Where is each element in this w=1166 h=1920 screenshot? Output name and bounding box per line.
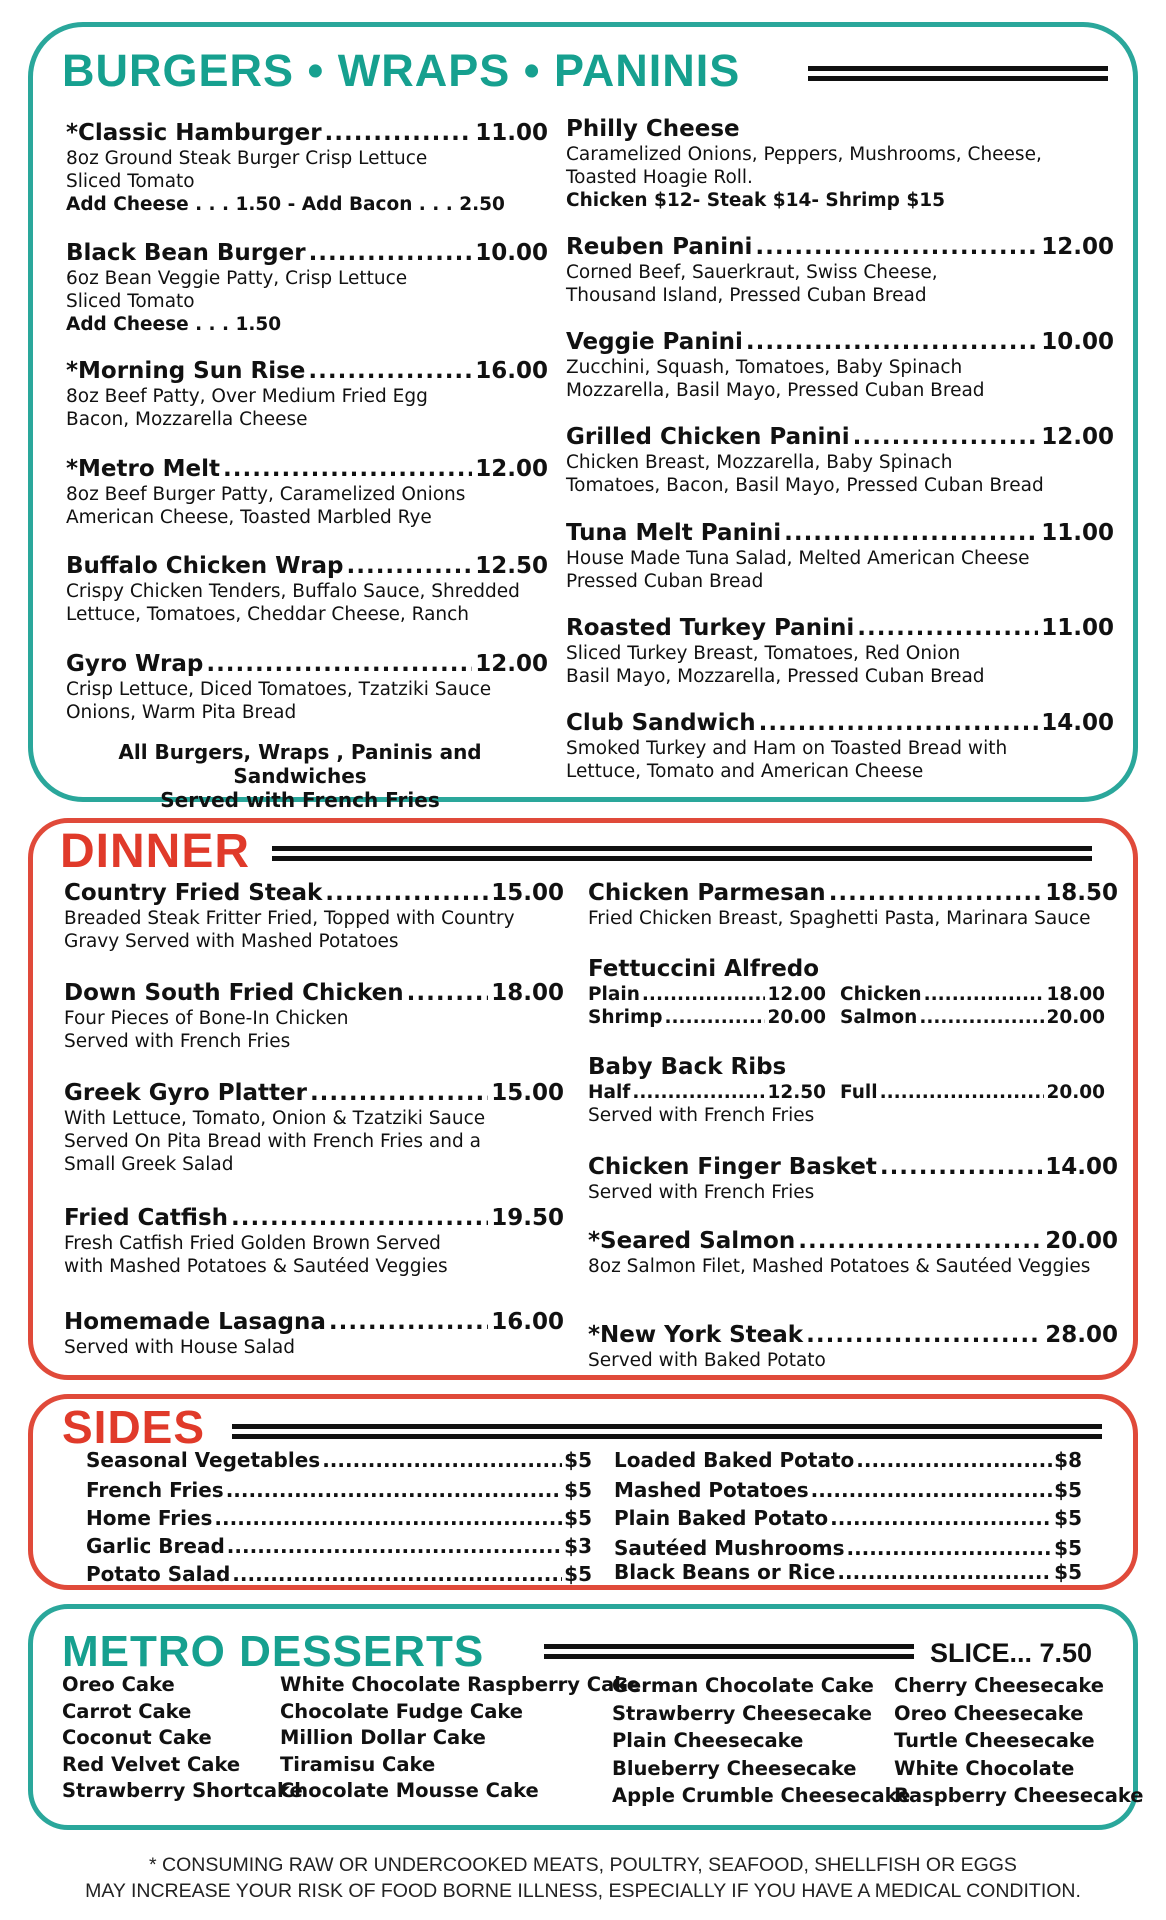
- dot-leader: [746, 329, 1038, 356]
- price-option: [588, 983, 826, 1006]
- menu-item-name: Fettuccini Alfredo: [588, 956, 820, 982]
- menu-item-addon: Add Cheese . . . 1.50: [66, 314, 282, 335]
- menu-item-name: *Morning Sun Rise: [66, 358, 306, 384]
- menu-item-description: Sliced Turkey Breast, Tomatoes, Red Onion: [566, 643, 961, 664]
- disclaimer: [0, 1852, 1166, 1904]
- dot-leader: [830, 1506, 1052, 1530]
- menu-item: [588, 956, 1118, 1029]
- dessert-item: Tiramisu Cake: [280, 1752, 436, 1776]
- menu-item-description: Breaded Steak Fritter Fried, Topped with Country: [64, 908, 515, 929]
- dessert-item: Carrot Cake: [62, 1699, 192, 1723]
- menu-item-price: 14.00: [1045, 1154, 1118, 1180]
- dot-leader: [806, 1322, 1042, 1349]
- menu-item-description: Served with Baked Potato: [588, 1350, 826, 1371]
- dessert-item: Blueberry Cheesecake: [612, 1756, 857, 1780]
- side-item-name: Mashed Potatoes: [614, 1478, 809, 1502]
- menu-item-description: Served with House Salad: [64, 1337, 295, 1358]
- burgers-heading: BURGERS • WRAPS • PANINIS: [62, 45, 741, 96]
- menu-item-title-line: [588, 1228, 1118, 1255]
- menu-item: [64, 1080, 564, 1176]
- menu-item-name: Chicken Parmesan: [588, 880, 826, 906]
- side-item: [614, 1506, 1082, 1530]
- dot-leader: [755, 234, 1038, 261]
- menu-item: [64, 1205, 564, 1278]
- dot-leader: [664, 1006, 765, 1029]
- side-item-price: $5: [564, 1478, 592, 1502]
- menu-item: [588, 1054, 1118, 1127]
- menu-item-title-line: [66, 358, 548, 385]
- dot-leader: [308, 358, 472, 385]
- menu-item-name: Fried Catfish: [64, 1205, 229, 1231]
- menu-item-price: 14.00: [1041, 710, 1114, 736]
- menu-item-price: 12.00: [1041, 234, 1114, 260]
- menu-item-description: Basil Mayo, Mozzarella, Pressed Cuban Bread: [566, 666, 985, 687]
- menu-item-name: *Classic Hamburger: [66, 120, 322, 146]
- menu-item-name: Down South Fried Chicken: [64, 980, 404, 1006]
- menu-item-price: 18.50: [1045, 880, 1118, 906]
- menu-item-title-line: [66, 120, 548, 147]
- menu-item-title-line: [566, 234, 1114, 261]
- burgers-note-line-2: Served with French Fries: [160, 788, 440, 812]
- menu-item-description: Gravy Served with Mashed Potatoes: [64, 931, 399, 952]
- menu-item-description: Mozzarella, Basil Mayo, Pressed Cuban Bread: [566, 380, 985, 401]
- desserts-slice-price: SLICE... 7.50: [930, 1638, 1093, 1668]
- menu-item-title-line: [566, 615, 1114, 642]
- menu-item-name: Gyro Wrap: [66, 651, 204, 677]
- menu-item-description: Crispy Chicken Tenders, Buffalo Sauce, Shredded: [66, 581, 520, 602]
- dessert-item: German Chocolate Cake: [612, 1674, 874, 1697]
- price-option-name: Full: [840, 1082, 878, 1103]
- menu-item-name: Veggie Panini: [566, 329, 743, 355]
- menu-item-name: Philly Cheese: [566, 116, 740, 142]
- dot-leader: [223, 456, 472, 483]
- dot-leader: [346, 553, 472, 580]
- dot-leader: [206, 651, 472, 678]
- dot-leader: [880, 1154, 1042, 1181]
- dessert-item: Coconut Cake: [62, 1726, 212, 1749]
- menu-item-description: Served with French Fries: [64, 1031, 291, 1052]
- price-option-price: 20.00: [767, 1007, 826, 1028]
- price-option: [588, 1081, 826, 1104]
- side-item-price: $5: [564, 1448, 592, 1472]
- price-option-price: 12.50: [767, 1082, 826, 1103]
- menu-item-price: 20.00: [1045, 1228, 1118, 1254]
- dot-leader: [853, 424, 1039, 451]
- price-option-price: 12.00: [767, 984, 826, 1005]
- dessert-item: Strawberry Shortcake: [62, 1779, 303, 1802]
- menu-item-description: Zucchini, Squash, Tomatoes, Baby Spinach: [566, 357, 963, 378]
- menu-item-description: Lettuce, Tomatoes, Cheddar Cheese, Ranch: [66, 604, 470, 625]
- menu-item-description: Onions, Warm Pita Bread: [66, 702, 297, 723]
- desserts-column-2: [280, 1672, 640, 1805]
- price-option: [588, 1006, 826, 1029]
- menu-item-description: Fried Chicken Breast, Spaghetti Pasta, Marinara Sauce: [588, 908, 1091, 929]
- price-option-price: 20.00: [1046, 1007, 1105, 1028]
- menu-item-name: *New York Steak: [588, 1322, 804, 1348]
- dot-leader: [811, 1478, 1053, 1502]
- menu-item-name: Homemade Lasagna: [64, 1309, 326, 1335]
- menu-item-name: Tuna Melt Panini: [566, 520, 782, 546]
- dot-leader: [919, 1006, 1044, 1029]
- side-item: [86, 1478, 592, 1502]
- dot-leader: [829, 880, 1043, 907]
- dessert-item: Plain Cheesecake: [612, 1729, 804, 1752]
- price-option-name: Shrimp: [588, 1007, 663, 1028]
- price-option: [840, 1006, 1105, 1029]
- menu-item-price-row: [588, 1006, 1118, 1029]
- side-item-name: Plain Baked Potato: [614, 1506, 829, 1530]
- menu-item-title-line: [588, 1154, 1118, 1181]
- menu-item-name: Roasted Turkey Panini: [566, 615, 855, 641]
- desserts-column-4: [894, 1672, 1144, 1810]
- menu-item-title-line: [64, 880, 564, 907]
- menu-item-title-line: [588, 880, 1118, 907]
- menu-item: [566, 116, 1114, 212]
- dessert-item: Turtle Cheesecake: [894, 1729, 1095, 1752]
- dot-leader: [846, 1536, 1052, 1560]
- menu-item-title-line: [66, 651, 548, 678]
- menu-item-addon: Add Cheese . . . 1.50 - Add Bacon . . . 2.50: [66, 194, 505, 215]
- dessert-item: Oreo Cheesecake: [894, 1701, 1084, 1725]
- menu-item-name: *Metro Melt: [66, 456, 221, 482]
- dessert-item: White Chocolate Raspberry Cake: [280, 1673, 640, 1696]
- menu-item-name: Grilled Chicken Panini: [566, 424, 850, 450]
- dot-leader: [642, 983, 766, 1006]
- menu-item: [588, 880, 1118, 930]
- menu-item-description: 8oz Beef Burger Patty, Caramelized Onions: [66, 484, 466, 505]
- menu-item-price: 12.00: [475, 456, 548, 482]
- side-item-name: Home Fries: [86, 1506, 213, 1530]
- menu-item-description: Smoked Turkey and Ham on Toasted Bread with: [566, 738, 1008, 759]
- menu-item-name: Reuben Panini: [566, 234, 753, 260]
- side-item-price: $8: [1054, 1448, 1082, 1472]
- menu-item-description: Pressed Cuban Bread: [566, 571, 764, 592]
- menu-item-description: 6oz Bean Veggie Patty, Crisp Lettuce: [66, 268, 408, 289]
- menu-item-title-line: [566, 710, 1114, 737]
- menu-item-title-line: [588, 956, 1118, 983]
- dessert-item: Red Velvet Cake: [62, 1752, 241, 1776]
- price-option-name: Salmon: [840, 1007, 918, 1028]
- dessert-item: Million Dollar Cake: [280, 1726, 486, 1749]
- desserts-column-3: [612, 1672, 910, 1810]
- side-item: [86, 1448, 592, 1472]
- dot-leader: [232, 1562, 562, 1586]
- menu-item-name: Chicken Finger Basket: [588, 1154, 877, 1180]
- dot-leader: [227, 1534, 562, 1558]
- menu-item-description: Small Greek Salad: [64, 1154, 234, 1175]
- menu-item-addon: Chicken $12- Steak $14- Shrimp $15: [566, 190, 945, 211]
- menu-item-price: 19.50: [491, 1205, 564, 1231]
- dessert-item: Raspberry Cheesecake: [894, 1784, 1144, 1807]
- dessert-item: Apple Crumble Cheesecake: [612, 1784, 911, 1807]
- menu-item-title-line: [64, 1309, 564, 1336]
- side-item-price: $5: [564, 1506, 592, 1530]
- burgers-heading-rule: [808, 66, 1108, 86]
- desserts-column-1: [62, 1672, 303, 1805]
- menu-item: [566, 329, 1114, 402]
- menu-item-description: Served with French Fries: [588, 1105, 815, 1126]
- side-item: [614, 1448, 1082, 1472]
- burgers-note: [60, 740, 540, 812]
- menu-item-description: Fresh Catfish Fried Golden Brown Served: [64, 1233, 441, 1254]
- menu-item-price: 12.00: [475, 651, 548, 677]
- dessert-item: Oreo Cake: [62, 1673, 175, 1696]
- disclaimer-line-1: * CONSUMING RAW OR UNDERCOOKED MEATS, POULTRY, SEAFOOD, SHELLFISH OR EGGS: [149, 1854, 1017, 1876]
- dot-leader: [226, 1478, 562, 1502]
- menu-item: [64, 880, 564, 953]
- menu-item-description: House Made Tuna Salad, Melted American Cheese: [566, 548, 1030, 569]
- menu-item-title-line: [66, 456, 548, 483]
- dot-leader: [798, 1228, 1042, 1255]
- menu-item-price: 12.50: [475, 553, 548, 579]
- menu-item: [566, 710, 1114, 783]
- menu-item-price: 10.00: [475, 240, 548, 266]
- price-option: [840, 983, 1105, 1006]
- menu-item: [588, 1322, 1118, 1372]
- menu-item-title-line: [66, 240, 548, 267]
- dinner-heading: DINNER: [60, 825, 251, 878]
- dot-leader: [784, 520, 1038, 547]
- dot-leader: [837, 1560, 1052, 1584]
- dessert-item: White Chocolate: [894, 1756, 1075, 1780]
- sides-heading: SIDES: [62, 1401, 206, 1453]
- price-option-name: Half: [588, 1082, 631, 1103]
- dessert-item: Strawberry Cheesecake: [612, 1701, 872, 1725]
- menu-item-description: Thousand Island, Pressed Cuban Bread: [566, 285, 927, 306]
- dinner-heading-rule: [272, 846, 1092, 866]
- dot-leader: [407, 980, 489, 1007]
- side-item: [86, 1562, 592, 1586]
- side-item: [614, 1478, 1082, 1502]
- menu-item-price: 16.00: [475, 358, 548, 384]
- price-option-name: Plain: [588, 984, 640, 1005]
- menu-item-price: 11.00: [1041, 520, 1114, 546]
- side-item: [86, 1506, 592, 1530]
- menu-item-price: 28.00: [1045, 1322, 1118, 1348]
- menu-item-description: Lettuce, Tomato and American Cheese: [566, 761, 924, 782]
- side-item-name: Loaded Baked Potato: [614, 1448, 855, 1472]
- dot-leader: [329, 1309, 488, 1336]
- menu-item-description: American Cheese, Toasted Marbled Rye: [66, 507, 432, 528]
- menu-item: [64, 1309, 564, 1359]
- menu-item: [66, 651, 548, 724]
- menu-item: [66, 358, 548, 431]
- menu-item-title-line: [64, 980, 564, 1007]
- menu-item-description: Toasted Hoagie Roll.: [566, 167, 753, 188]
- menu-item-name: Black Bean Burger: [66, 240, 306, 266]
- burgers-note-line-1: All Burgers, Wraps , Paninis and Sandwiches: [118, 740, 482, 788]
- desserts-heading: METRO DESSERTS: [62, 1627, 485, 1676]
- disclaimer-line-2: MAY INCREASE YOUR RISK OF FOOD BORNE ILLNESS, ESPECIALLY IF YOU HAVE A MEDICAL CONDITION.: [85, 1880, 1081, 1902]
- menu-item-description: 8oz Beef Patty, Over Medium Fried Egg: [66, 386, 428, 407]
- menu-item: [566, 615, 1114, 688]
- menu-item-price: 10.00: [1041, 329, 1114, 355]
- dot-leader: [322, 1448, 562, 1472]
- side-item-price: $3: [564, 1534, 592, 1558]
- menu-item-title-line: [588, 1054, 1118, 1081]
- menu-item-name: Greek Gyro Platter: [64, 1080, 307, 1106]
- side-item-price: $5: [1054, 1560, 1082, 1584]
- menu-item: [566, 234, 1114, 307]
- side-item-name: Black Beans or Rice: [614, 1560, 836, 1584]
- menu-item-description: Chicken Breast, Mozzarella, Baby Spinach: [566, 452, 953, 473]
- menu-item-description: Sliced Tomato: [66, 291, 195, 312]
- menu-item-description: Crisp Lettuce, Diced Tomatoes, Tzatziki Sauce: [66, 679, 492, 700]
- menu-item-description: Bacon, Mozzarella Cheese: [66, 409, 308, 430]
- menu-item: [588, 1228, 1118, 1278]
- menu-item-description: Corned Beef, Sauerkraut, Swiss Cheese,: [566, 262, 938, 283]
- dot-leader: [310, 1080, 488, 1107]
- menu-item: [66, 456, 548, 529]
- side-item: [86, 1534, 592, 1558]
- menu-item-description: 8oz Ground Steak Burger Crisp Lettuce: [66, 148, 428, 169]
- menu-item: [588, 1154, 1118, 1204]
- menu-item-title-line: [566, 329, 1114, 356]
- side-item-name: Seasonal Vegetables: [86, 1448, 321, 1472]
- sides-heading-rule: [232, 1424, 1102, 1444]
- side-item-name: Garlic Bread: [86, 1534, 225, 1558]
- side-item-name: French Fries: [86, 1478, 224, 1502]
- price-option-price: 18.00: [1046, 984, 1105, 1005]
- side-item-price: $5: [1054, 1536, 1082, 1560]
- dot-leader: [880, 1081, 1045, 1104]
- dot-leader: [214, 1506, 562, 1530]
- menu-item-name: *Seared Salmon: [588, 1228, 796, 1254]
- menu-item-name: Club Sandwich: [566, 710, 756, 736]
- menu-item-title-line: [588, 1322, 1118, 1349]
- menu-item: [66, 120, 548, 216]
- menu-item-description: Served with French Fries: [588, 1182, 815, 1203]
- menu-item: [66, 553, 548, 626]
- menu-item-description: 8oz Salmon Filet, Mashed Potatoes & Sautéed Veggies: [588, 1256, 1091, 1277]
- menu-item-price: 18.00: [491, 980, 564, 1006]
- side-item-name: Sautéed Mushrooms: [614, 1536, 845, 1560]
- menu-item-name: Buffalo Chicken Wrap: [66, 553, 344, 579]
- menu-item-price: 16.00: [491, 1309, 564, 1335]
- menu-item-price: 11.00: [1041, 615, 1114, 641]
- menu-item-price-row: [588, 983, 1118, 1006]
- dot-leader: [924, 983, 1045, 1006]
- price-option-name: Chicken: [840, 984, 922, 1005]
- menu-item: [566, 520, 1114, 593]
- menu-item-description: Caramelized Onions, Peppers, Mushrooms, Cheese,: [566, 144, 1042, 165]
- dot-leader: [759, 710, 1039, 737]
- menu-item-title-line: [566, 424, 1114, 451]
- menu-item-price: 12.00: [1041, 424, 1114, 450]
- dot-leader: [231, 1205, 488, 1232]
- menu-item-title-line: [64, 1080, 564, 1107]
- menu-item-price: 11.00: [475, 120, 548, 146]
- side-item: [614, 1536, 1082, 1560]
- menu-item-description: With Lettuce, Tomato, Onion & Tzatziki Sauce: [64, 1108, 486, 1129]
- dot-leader: [325, 880, 488, 907]
- menu-item-title-line: [64, 1205, 564, 1232]
- menu-item-title-line: [566, 520, 1114, 547]
- side-item-price: $5: [1054, 1478, 1082, 1502]
- menu-item-description: with Mashed Potatoes & Sautéed Veggies: [64, 1256, 448, 1277]
- dessert-item: Chocolate Mousse Cake: [280, 1779, 539, 1802]
- menu-item-description: Four Pieces of Bone-In Chicken: [64, 1008, 349, 1029]
- price-option: [840, 1081, 1105, 1104]
- menu-item-title-line: [566, 116, 1114, 143]
- menu-item-name: Baby Back Ribs: [588, 1054, 787, 1080]
- menu-item-title-line: [66, 553, 548, 580]
- dot-leader: [857, 615, 1038, 642]
- menu-item-description: Tomatoes, Bacon, Basil Mayo, Pressed Cuban Bread: [566, 475, 1044, 496]
- menu-item-price-row: [588, 1081, 1118, 1104]
- menu-item: [566, 424, 1114, 497]
- side-item-price: $5: [564, 1562, 592, 1586]
- price-option-price: 20.00: [1046, 1082, 1105, 1103]
- dot-leader: [632, 1081, 765, 1104]
- dot-leader: [325, 120, 473, 147]
- menu-item-price: 15.00: [491, 880, 564, 906]
- menu-item: [66, 240, 548, 336]
- side-item-price: $5: [1054, 1506, 1082, 1530]
- side-item-name: Potato Salad: [86, 1562, 231, 1586]
- menu-item-name: Country Fried Steak: [64, 880, 323, 906]
- dessert-item: Cherry Cheesecake: [894, 1674, 1105, 1697]
- menu-item: [64, 980, 564, 1053]
- side-item: [614, 1560, 1082, 1584]
- menu-item-description: Sliced Tomato: [66, 171, 195, 192]
- menu-item-description: Served On Pita Bread with French Fries and a: [64, 1131, 481, 1152]
- desserts-heading-rule: [544, 1644, 914, 1664]
- menu-item-price: 15.00: [491, 1080, 564, 1106]
- dot-leader: [856, 1448, 1052, 1472]
- dessert-item: Chocolate Fudge Cake: [280, 1699, 524, 1723]
- dot-leader: [309, 240, 473, 267]
